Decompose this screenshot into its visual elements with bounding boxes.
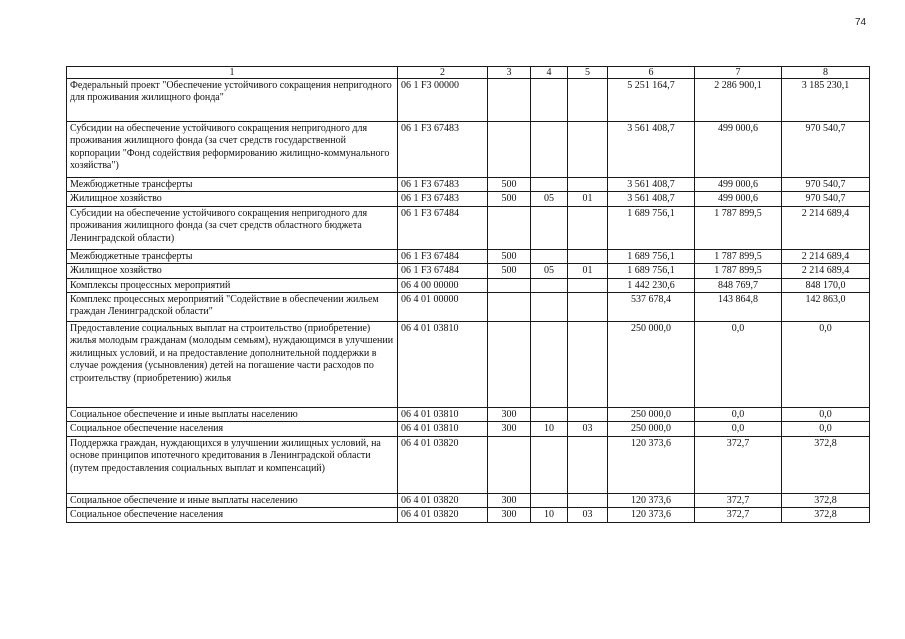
header-cell: 7 [695, 67, 782, 79]
section-cell [531, 493, 568, 507]
item-name-cell: Комплекс процессных мероприятий "Содействие в обеспечении жильем граждан Ленинградской области" [67, 293, 398, 322]
amount-year1-cell: 250 000,0 [608, 408, 695, 422]
table-row [67, 508, 870, 522]
amount-year2-cell: 1 787 899,5 [695, 264, 782, 278]
expense-type-cell [488, 278, 531, 292]
amount-year3-cell: 0,0 [782, 408, 870, 422]
table-row [67, 264, 870, 278]
expense-type-cell [488, 206, 531, 249]
table-row [67, 278, 870, 292]
item-name-cell: Социальное обеспечение населения [67, 508, 398, 522]
amount-year3-cell: 970 540,7 [782, 192, 870, 206]
section-cell [531, 436, 568, 493]
amount-year2-cell: 372,7 [695, 493, 782, 507]
expense-type-cell: 300 [488, 508, 531, 522]
target-code-cell: 06 4 01 03810 [398, 408, 488, 422]
expense-type-cell [488, 322, 531, 408]
table-row [67, 192, 870, 206]
amount-year1-cell: 3 561 408,7 [608, 122, 695, 178]
header-cell: 5 [568, 67, 608, 79]
item-name-cell: Предоставление социальных выплат на строительство (приобретение) жилья молодым гражданам (молодым семьям), нуждающимся в улучшении жилищных условий, и на предоставление дополнительной поддержки в случае рождения (усыновления) детей на погашение части расходов по строительству (приобретению) жилья [67, 322, 398, 408]
amount-year1-cell: 537 678,4 [608, 293, 695, 322]
amount-year2-cell: 1 787 899,5 [695, 206, 782, 249]
amount-year2-cell: 0,0 [695, 322, 782, 408]
amount-year3-cell: 3 185 230,1 [782, 79, 870, 122]
amount-year1-cell: 5 251 164,7 [608, 79, 695, 122]
target-code-cell: 06 1 F3 67483 [398, 122, 488, 178]
amount-year1-cell: 250 000,0 [608, 322, 695, 408]
table-row [67, 493, 870, 507]
target-code-cell: 06 1 F3 67484 [398, 249, 488, 263]
item-name-cell: Социальное обеспечение и иные выплаты населению [67, 408, 398, 422]
item-name-cell: Социальное обеспечение и иные выплаты населению [67, 493, 398, 507]
amount-year1-cell: 1 689 756,1 [608, 264, 695, 278]
target-code-cell: 06 4 01 03820 [398, 436, 488, 493]
amount-year2-cell: 143 864,8 [695, 293, 782, 322]
item-name-cell: Жилищное хозяйство [67, 192, 398, 206]
subsection-cell: 01 [568, 264, 608, 278]
item-name-cell: Комплексы процессных мероприятий [67, 278, 398, 292]
table-body [67, 67, 870, 523]
section-cell: 10 [531, 508, 568, 522]
amount-year3-cell: 372,8 [782, 493, 870, 507]
target-code-cell: 06 4 01 03820 [398, 508, 488, 522]
subsection-cell [568, 322, 608, 408]
amount-year3-cell: 372,8 [782, 436, 870, 493]
amount-year1-cell: 120 373,6 [608, 436, 695, 493]
expense-type-cell: 500 [488, 264, 531, 278]
table-row [67, 322, 870, 408]
amount-year1-cell: 1 689 756,1 [608, 249, 695, 263]
amount-year1-cell: 1 689 756,1 [608, 206, 695, 249]
subsection-cell [568, 408, 608, 422]
item-name-cell: Субсидии на обеспечение устойчивого сокращения непригодного для проживания жилищного фонда (за счет средств государственной корпорации "Фонд содействия реформированию жилищно-коммунального хозяйства") [67, 122, 398, 178]
section-cell: 10 [531, 422, 568, 436]
expense-type-cell: 300 [488, 422, 531, 436]
table-row [67, 422, 870, 436]
amount-year2-cell: 372,7 [695, 436, 782, 493]
expense-type-cell: 300 [488, 493, 531, 507]
amount-year2-cell: 2 286 900,1 [695, 79, 782, 122]
subsection-cell [568, 122, 608, 178]
table-row [67, 178, 870, 192]
section-cell [531, 178, 568, 192]
amount-year1-cell: 250 000,0 [608, 422, 695, 436]
amount-year1-cell: 120 373,6 [608, 508, 695, 522]
expense-type-cell [488, 122, 531, 178]
expense-type-cell: 500 [488, 249, 531, 263]
header-cell: 6 [608, 67, 695, 79]
header-cell: 8 [782, 67, 870, 79]
section-cell [531, 79, 568, 122]
header-cell: 1 [67, 67, 398, 79]
amount-year3-cell: 142 863,0 [782, 293, 870, 322]
amount-year2-cell: 499 000,6 [695, 192, 782, 206]
section-cell [531, 206, 568, 249]
expense-type-cell: 300 [488, 408, 531, 422]
amount-year1-cell: 120 373,6 [608, 493, 695, 507]
item-name-cell: Субсидии на обеспечение устойчивого сокращения непригодного для проживания жилищного фонда (за счет средств областного бюджета Ленинградской области) [67, 206, 398, 249]
amount-year2-cell: 848 769,7 [695, 278, 782, 292]
table-row [67, 79, 870, 122]
table-row [67, 122, 870, 178]
subsection-cell: 03 [568, 508, 608, 522]
item-name-cell: Поддержка граждан, нуждающихся в улучшении жилищных условий, на основе принципов ипотечного кредитования в Ленинградской области (путем предоставления социальных выплат и компенсаций) [67, 436, 398, 493]
subsection-cell [568, 206, 608, 249]
item-name-cell: Федеральный проект "Обеспечение устойчивого сокращения непригодного для проживания жилищного фонда" [67, 79, 398, 122]
amount-year2-cell: 372,7 [695, 508, 782, 522]
section-cell: 05 [531, 192, 568, 206]
header-cell: 3 [488, 67, 531, 79]
item-name-cell: Социальное обеспечение населения [67, 422, 398, 436]
target-code-cell: 06 4 01 00000 [398, 293, 488, 322]
section-cell [531, 249, 568, 263]
section-cell [531, 408, 568, 422]
amount-year2-cell: 0,0 [695, 408, 782, 422]
target-code-cell: 06 1 F3 67483 [398, 178, 488, 192]
amount-year3-cell: 848 170,0 [782, 278, 870, 292]
header-row [67, 67, 870, 79]
expense-type-cell [488, 79, 531, 122]
amount-year3-cell: 2 214 689,4 [782, 264, 870, 278]
target-code-cell: 06 1 F3 00000 [398, 79, 488, 122]
table-row [67, 436, 870, 493]
section-cell: 05 [531, 264, 568, 278]
subsection-cell [568, 249, 608, 263]
section-cell [531, 293, 568, 322]
amount-year2-cell: 499 000,6 [695, 178, 782, 192]
subsection-cell [568, 178, 608, 192]
table-row [67, 293, 870, 322]
amount-year3-cell: 2 214 689,4 [782, 249, 870, 263]
table-row [67, 206, 870, 249]
target-code-cell: 06 4 00 00000 [398, 278, 488, 292]
expense-type-cell [488, 293, 531, 322]
amount-year2-cell: 0,0 [695, 422, 782, 436]
subsection-cell [568, 278, 608, 292]
item-name-cell: Межбюджетные трансферты [67, 178, 398, 192]
item-name-cell: Межбюджетные трансферты [67, 249, 398, 263]
amount-year3-cell: 0,0 [782, 322, 870, 408]
amount-year3-cell: 372,8 [782, 508, 870, 522]
table-row [67, 408, 870, 422]
amount-year1-cell: 3 561 408,7 [608, 178, 695, 192]
section-cell [531, 322, 568, 408]
item-name-cell: Жилищное хозяйство [67, 264, 398, 278]
budget-table [66, 66, 870, 523]
amount-year1-cell: 1 442 230,6 [608, 278, 695, 292]
expense-type-cell [488, 436, 531, 493]
subsection-cell [568, 436, 608, 493]
page-number: 74 [855, 17, 867, 28]
header-cell: 2 [398, 67, 488, 79]
expense-type-cell: 500 [488, 192, 531, 206]
expense-type-cell: 500 [488, 178, 531, 192]
subsection-cell [568, 293, 608, 322]
target-code-cell: 06 1 F3 67484 [398, 264, 488, 278]
target-code-cell: 06 1 F3 67483 [398, 192, 488, 206]
subsection-cell [568, 493, 608, 507]
header-cell: 4 [531, 67, 568, 79]
subsection-cell: 03 [568, 422, 608, 436]
amount-year3-cell: 2 214 689,4 [782, 206, 870, 249]
amount-year3-cell: 970 540,7 [782, 122, 870, 178]
target-code-cell: 06 4 01 03810 [398, 422, 488, 436]
subsection-cell: 01 [568, 192, 608, 206]
amount-year1-cell: 3 561 408,7 [608, 192, 695, 206]
amount-year2-cell: 1 787 899,5 [695, 249, 782, 263]
section-cell [531, 122, 568, 178]
table-row [67, 249, 870, 263]
target-code-cell: 06 1 F3 67484 [398, 206, 488, 249]
subsection-cell [568, 79, 608, 122]
amount-year3-cell: 0,0 [782, 422, 870, 436]
target-code-cell: 06 4 01 03820 [398, 493, 488, 507]
target-code-cell: 06 4 01 03810 [398, 322, 488, 408]
amount-year3-cell: 970 540,7 [782, 178, 870, 192]
section-cell [531, 278, 568, 292]
amount-year2-cell: 499 000,6 [695, 122, 782, 178]
